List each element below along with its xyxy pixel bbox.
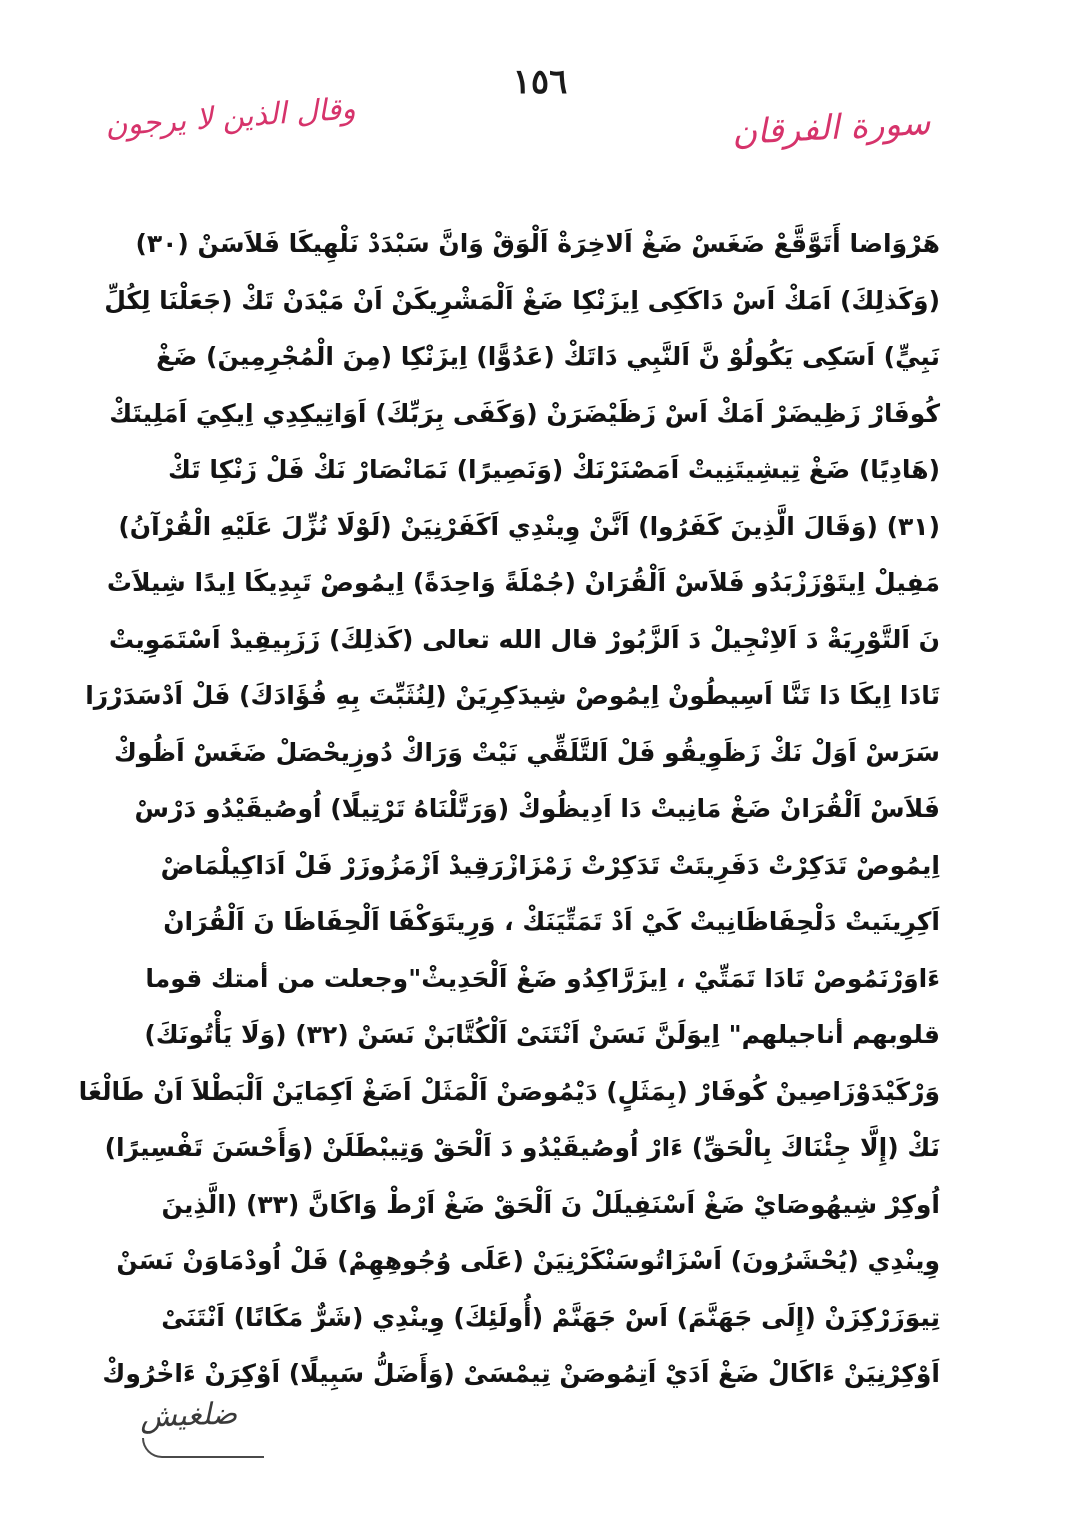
page-number: ١٥٦ [512, 62, 568, 102]
text-line: فَلاَسْ اَلْقُرَانْ ضَغْ مَانِيتْ دَا اَدِيظُوكْ (وَرَتَّلْنَاهُ تَرْتِيلًا) اُوصُيقَيْدُو دَرْسْ [134, 794, 940, 823]
text-line: وِينْدِي (يُحْشَرُونَ) اَسْزَاتُوسَنْكَرْنِيَنْ (عَلَى وُجُوهِهِمْ) فَلْ اُودْمَاوَنْ نَسَنْ [116, 1246, 940, 1275]
text-line: نَ اَلتَّوْرِيَةْ دَ اَلاِنْجِيلْ دَ اَلزَّبُورْ قال الله تعالى (كَذلِكَ) زَزَبِيقِيدْ اَسْتَمَوِيتْ [108, 624, 940, 654]
text-line: قلوبهم أناجيلهم" اِيوَلَنَّ نَسَنْ اَنْتَنَىْ اَلْكُتَّابَنْ نَسَنْ (٣٢) (وَلَا يَأْتُونَكَ) [144, 1020, 940, 1049]
text-line: تَادَا اِيكَا دَا تَنَّا اَسِيطُونْ اِيمُوصْ شِيدَكِرِيَنْ (لِنُثَبِّتَ بِهِ فُؤَادَكَ) فَلْ اَدْسَدَرْرَا [85, 681, 940, 710]
text-line: (هَادِيًا) ضَغْ تِيشِيتَنِيتْ اَمَصْنَرْنَكْ (وَنَصِيرًا) نَمَانْصَارْ نَكْ فَلْ زَنْكِا تَكْ [168, 455, 940, 484]
verse-catchword-heading: وقال الذين لا يرجون [104, 91, 357, 144]
body-text [78, 216, 940, 1403]
text-line: نَبِيٍّ) اَسَكِى يَكُولُوْ نَّ اَلنَّبِي دَاتَكْ (عَدُوًّا) اِيزَنْكِا (مِنَ الْمُجْرِمِينَ) ضَغْ [156, 342, 940, 371]
catchword-underline [142, 1438, 264, 1458]
text-line: اِيمُوصْ تَدَكِرْتْ دَفَرِيتَتْ تَدَكِرْتْ زَمْزَازْرَقِيدْ اَزْمَزُوزَرْ فَلْ اَدَاكِيلْمَاضْ [160, 850, 940, 880]
text-line: ءَاوَرْنَمُوصْ تَادَا تَمَتِّيْ ، اِيزَرَّاكِدُو ضَغْ اَلْحَدِيثْ"وجعلت من أمتك قوما [145, 963, 940, 993]
text-line: (٣١) (وَقَالَ الَّذِينَ كَفَرُوا) اَنَّنْ وِينْدِي اَكَفَرْنِيَنْ (لَوْلَا نُزِّلَ عَلَيْهِ الْقُرْآنُ) [118, 511, 940, 541]
text-line: هَرْوَاضا أَتَوَّقَّعْ ضَغَسْ ضَغْ اَلاخِرَةْ اَلْوَقْ وَانَّ سَبْدَدْ نَلْهِيكَا فَلاَسَنْ (٣٠) [135, 229, 940, 258]
surah-name-heading: سورة الفرقان [730, 102, 931, 154]
text-line: سَرَسْ اَوَلْ نَكْ زَظَوِيقُو فَلْ اَلتَّلَقِّي نَيْتْ وَرَاكْ دُوزِيحْصَلْ ضَغَسْ اَظُوكْ [113, 737, 940, 767]
text-line: نَكْ (إِلَّا جِئْنَاكَ بِالْحَقِّ) ءَارْ اُوصُيقَيْدُو دَ اَلْحَقْ وَتِيبْطَلَنْ (وَأَحْسَنَ تَفْسِيرًا) [104, 1133, 940, 1162]
text-line: اَوْكِرْنِيَنْ ءَاكَالْ ضَغْ اَدَيْ اَتِمُوصَنْ تِيمْسَىْ (وَأَضَلُّ سَبِيلًا) اَوْكِرَنْ ءَاخْرُوكْ [102, 1359, 940, 1388]
text-line: اُوكِرْ شِيهُوصَايْ ضَغْ اَسْنَفِيلَلْ نَ اَلْحَقْ ضَغْ اَرْطْ وَاكَانَّ (٣٣) (الَّذِينَ [161, 1189, 940, 1219]
text-line: اَكِرِينَيتْ دَلْحِفَاظَانِيتْ كَيْ اَدْ تَمَتِّيَنَكْ ، وَرِيتَوَكْفَا اَلْحِفَاظَا نَ اَلْقُرَانْ [163, 907, 940, 936]
text-line: مَفِيلْ اِيتَوْزَزْبَدُو فَلاَسْ اَلْقُرَانْ (جُمْلَةً وَاحِدَةً) اِيمُوصْ تَبِدِيكَا اِيدًا شِيلاَتْ [106, 568, 940, 597]
text-line: وَرْكَيْدَوْزَاصِينْ كُوفَارْ (بِمَثَلٍ) دَيْمُوصَنْ اَلْمَثَلْ اَضَغْ اَكِمَايَنْ اَلْبَطْلاَ اَنْ طَالْغَا [78, 1076, 940, 1106]
text-line: تِيوَزَرْكِزَنْ (إِلَى جَهَنَّمَ) اَسْ جَهَنَّمْ (أُولَئِكَ) وِينْدِي (شَرٌّ مَكَانًا) اَنْتَنَىْ [161, 1302, 940, 1332]
text-line: (وَكَذلِكَ) اَمَكْ اَسْ دَاكَكِى اِيزَنْكِا ضَغْ اَلْمَشْرِيكَنْ اَنْ مَيْدَنْ تَكْ (جَعَلْنَا لِكُلِّ [104, 285, 940, 315]
footer-catchword: ضلغيش [139, 1396, 238, 1435]
text-line: كُوفَارْ زَظِيضَرْ اَمَكْ اَسْ زَظَيْضَرَنْ (وَكَفَى بِرَبِّكَ) اَوَاتِيكِدِي اِيكِيَ اَمَلِيتَكْ [109, 398, 940, 428]
